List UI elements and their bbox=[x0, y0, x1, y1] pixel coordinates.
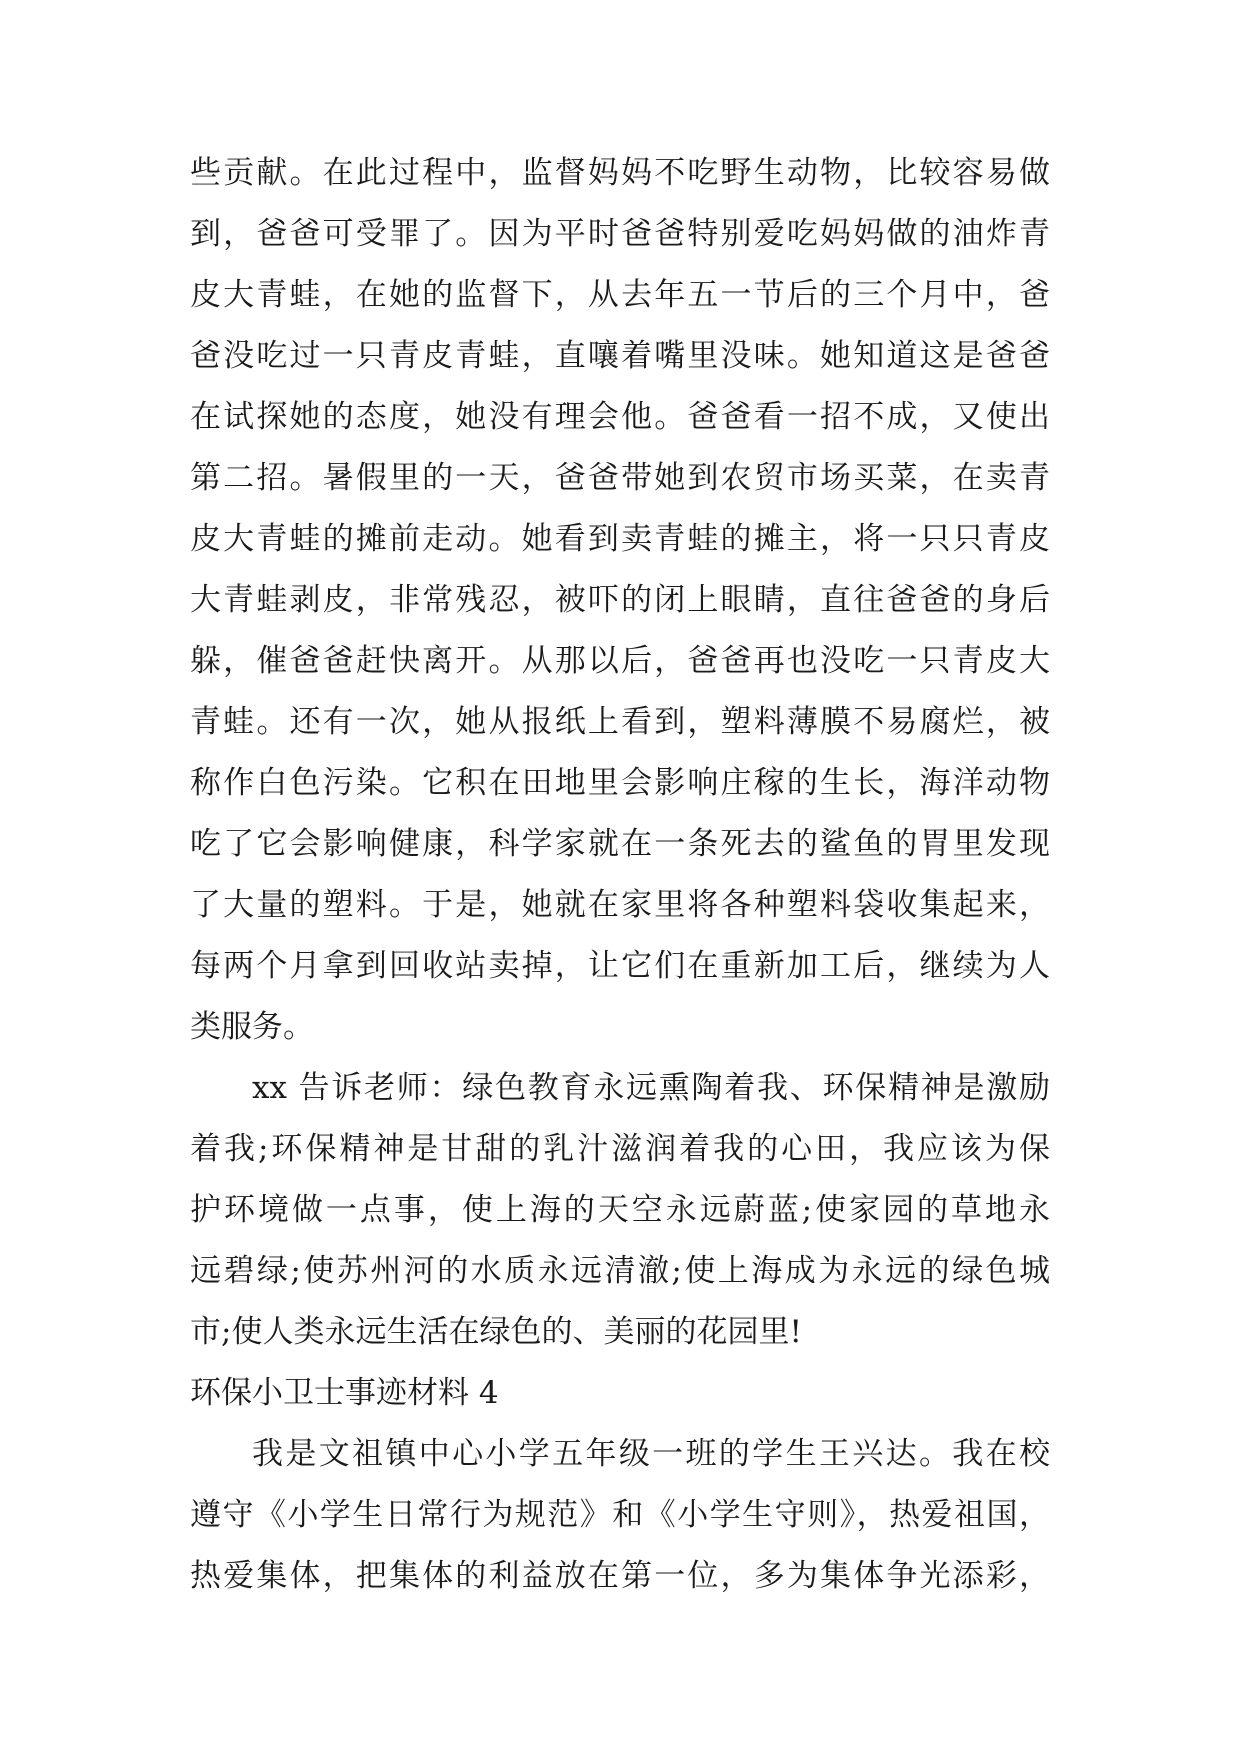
paragraph-1-line: 爸没吃过一只青皮青蛙，直嚷着嘴里没味。她知道这是爸爸 bbox=[190, 338, 1050, 374]
paragraph-3-line: 我是文祖镇中心小学五年级一班的学生王兴达。我在校 bbox=[252, 1436, 1050, 1472]
paragraph-1-line: 了大量的塑料。于是，她就在家里将各种塑料袋收集起来， bbox=[190, 887, 1050, 923]
section-heading: 环保小卫士事迹材料 4 bbox=[190, 1375, 499, 1411]
paragraph-1-line: 到，爸爸可受罪了。因为平时爸爸特别爱吃妈妈做的油炸青 bbox=[190, 216, 1050, 252]
paragraph-1-line: 皮大青蛙的摊前走动。她看到卖青蛙的摊主，将一只只青皮 bbox=[190, 521, 1050, 557]
paragraph-1-line: 在试探她的态度，她没有理会他。爸爸看一招不成，又使出 bbox=[190, 399, 1050, 435]
paragraph-2-line: 市;使人类永远生活在绿色的、美丽的花园里! bbox=[190, 1314, 802, 1350]
paragraph-1-line: 吃了它会影响健康，科学家就在一条死去的鲨鱼的胃里发现 bbox=[190, 826, 1050, 862]
paragraph-1 bbox=[190, 143, 1050, 1058]
paragraph-2-line: 远碧绿;使苏州河的水质永远清澈;使上海成为永远的绿色城 bbox=[190, 1253, 1050, 1289]
paragraph-1-line: 称作白色污染。它积在田地里会影响庄稼的生长，海洋动物 bbox=[190, 765, 1050, 801]
paragraph-1-line: 青蛙。还有一次，她从报纸上看到，塑料薄膜不易腐烂，被 bbox=[190, 704, 1050, 740]
paragraph-1-line: 些贡献。在此过程中，监督妈妈不吃野生动物，比较容易做 bbox=[190, 155, 1050, 191]
paragraph-3-line: 遵守《小学生日常行为规范》和《小学生守则》，热爱祖国， bbox=[190, 1497, 1050, 1533]
paragraph-2 bbox=[190, 1058, 1050, 1363]
paragraph-3-line: 热爱集体，把集体的利益放在第一位，多为集体争光添彩， bbox=[190, 1558, 1050, 1594]
paragraph-1-line: 每两个月拿到回收站卖掉，让它们在重新加工后，继续为人 bbox=[190, 948, 1050, 984]
paragraph-1-line: 躲，催爸爸赶快离开。从那以后，爸爸再也没吃一只青皮大 bbox=[190, 643, 1050, 679]
document-body bbox=[190, 143, 1050, 1607]
paragraph-1-line: 大青蛙剥皮，非常残忍，被吓的闭上眼睛，直往爸爸的身后 bbox=[190, 582, 1050, 618]
paragraph-1-line: 类服务。 bbox=[190, 1009, 314, 1045]
paragraph-2-line: 着我;环保精神是甘甜的乳汁滋润着我的心田，我应该为保 bbox=[190, 1131, 1050, 1167]
paragraph-1-line: 皮大青蛙，在她的监督下，从去年五一节后的三个月中，爸 bbox=[190, 277, 1050, 313]
paragraph-2-line: xx 告诉老师：绿色教育永远熏陶着我、环保精神是激励 bbox=[252, 1070, 1050, 1106]
paragraph-1-line: 第二招。暑假里的一天，爸爸带她到农贸市场买菜，在卖青 bbox=[190, 460, 1050, 496]
paragraph-2-line: 护环境做一点事，使上海的天空永远蔚蓝;使家园的草地永 bbox=[190, 1192, 1050, 1228]
paragraph-3 bbox=[190, 1424, 1050, 1607]
